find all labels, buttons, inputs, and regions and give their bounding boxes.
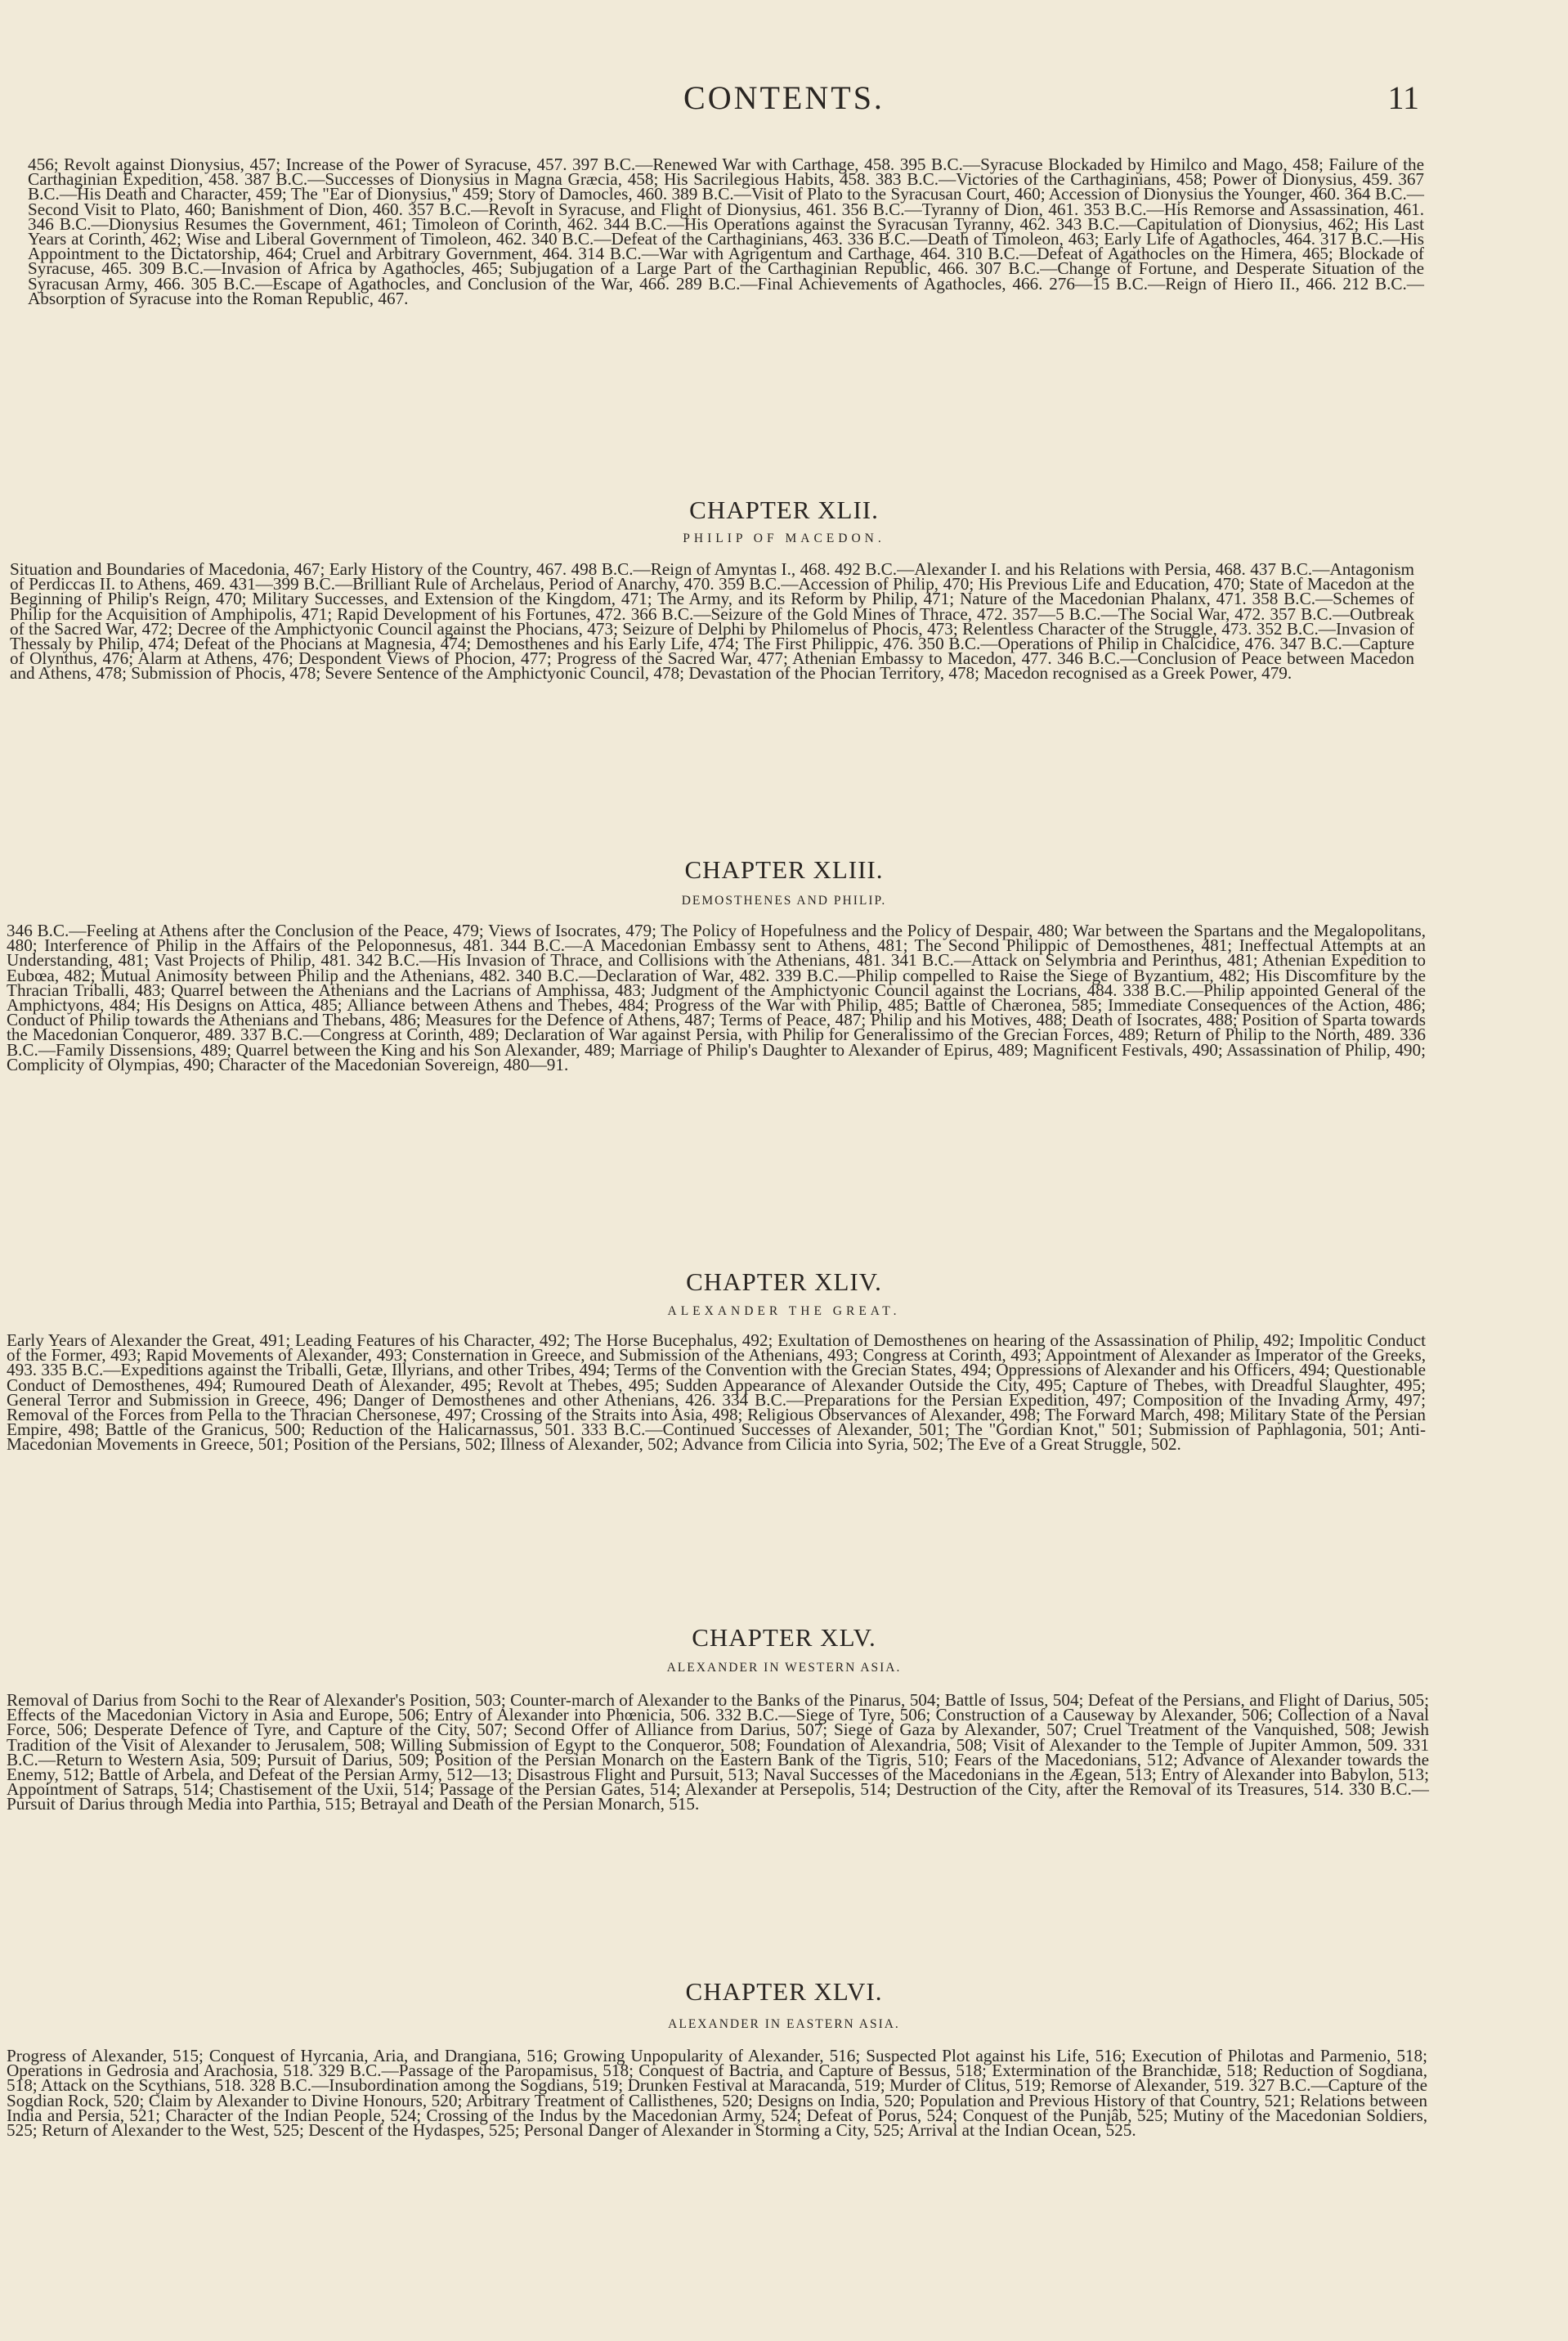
chapter-contents: Situation and Boundaries of Macedonia, 467; Early History of the Country, 467. 498 B.C.—Reign of Amyntas I., 468. 492 B.C.—Alexander I. and his Relations with Persia, 468. 437 B.C.—Antagonism of Perdiccas II. to Athens, 469. 431—399 B.C.—Brilliant Rule of Archelaus, Period of Anarchy, 470. 359 B.C.—Accession of Philip, 470; His Previous Life and Education, 470; State of Macedon at the Beginning of Philip's Reign, 470; Military Successes, and Extension of the Kingdom, 471; The Army, and its Reform by Philip, 471; Nature of the Macedonian Phalanx, 471. 358 B.C.—Schemes of Philip for the Acquisition of Amphipolis, 471; Rapid Development of his Fortunes, 472. 366 B.C.—Seizure of the Gold Mines of Thrace, 472. 357—5 B.C.—The Social War, 472. 357 B.C.—Outbreak of the Sacred War, 472; Decree of the Amphictyonic Council against the Phocians, 473; Seizure of Delphi by Philomelus of Phocis, 473; Relentless Character of the Struggle, 473. 352 B.C.—Invasion of Thessaly by Philip, 474; Defeat of the Phocians at Magnesia, 474; Demosthenes and his Early Life, 474; The First Philippic, 476. 350 B.C.—Operations of Philip in Chalcidice, 476. 347 B.C.—Capture of Olynthus, 476; Alarm at Athens, 476; Despondent Views of Phocion, 477; Progress of the Sacred War, 477; Athenian Embassy to Macedon, 477. 346 B.C.—Conclusion of Peace between Macedon and Athens, 478; Submission of Phocis, 478; Severe Sentence of the Amphictyonic Council, 478; Devastation of the Phocian Territory, 478; Macedon recognised as a Greek Power, 479. [10, 559, 1414, 684]
chapter-contents: 346 B.C.—Feeling at Athens after the Conclusion of the Peace, 479; Views of Isocrates, 479; The Policy of Hopefulness and the Policy of Despair, 480; War between the Spartans and the Megalopolitans, 480; Interference of Philip in the Affairs of the Peloponnesus, 481. 344 B.C.—A Macedonian Embassy sent to Athens, 481; The Second Philippic of Demosthenes, 481; Ineffectual Attempts at an Understanding, 481; Vast Projects of Philip, 481. 342 B.C.—His Invasion of Thrace, and Collisions with the Athenians, 481. 341 B.C.—Attack on Selymbria and Perinthus, 481; Athenian Expedition to Eubœa, 482; Mutual Animosity between Philip and the Athenians, 482. 340 B.C.—Declaration of War, 482. 339 B.C.—Philip compelled to Raise the Siege of Byzantium, 482; His Discomfiture by the Thracian Triballi, 483; Quarrel between the Athenians and the Lacrians of Amphissa, 483; Judgment of the Amphictyonic Council against the Locrians, 484. 338 B.C.—Philip appointed General of the Amphictyons, 484; His Designs on Attica, 485; Alliance between Athens and Thebes, 484; Progress of the War with Philip, 485; Battle of Chæronea, 585; Immediate Consequences of the Action, 486; Conduct of Philip towards the Athenians and Thebans, 486; Measures for the Defence of Athens, 487; Terms of Peace, 487; Philip and his Motives, 488; Death of Isocrates, 488; Position of Sparta towards the Macedonian Conqueror, 489. 337 B.C.—Congress at Corinth, 489; Declaration of War against Persia, with Philip for Generalissimo of the Grecian Forces, 489; Return of Philip to the North, 489. 336 B.C.—Family Dissensions, 489; Quarrel between the King and his Son Alexander, 489; Marriage of Philip's Daughter to Alexander of Epirus, 489; Magnificent Festivals, 490; Assassination of Philip, 490; Complicity of Olympias, 490; Character of the Macedonian Sovereign, 480—91. [7, 921, 1426, 1074]
chapter-subtitle: ALEXANDER IN EASTERN ASIA. [668, 2017, 900, 2031]
chapter-heading: CHAPTER XLVI. [685, 1977, 883, 2006]
running-title: CONTENTS. [683, 79, 885, 116]
running-head [0, 78, 1568, 128]
chapter-heading: CHAPTER XLV. [692, 1623, 876, 1652]
chapter-contents: Removal of Darius from Sochi to the Rear of Alexander's Position, 503; Counter-march of Alexander to the Banks of the Pinarus, 504; Battle of Issus, 504; Defeat of the Persians, and Flight of Darius, 505; Effects of the Macedonian Victory in Asia and Europe, 506; Entry of Alexander into Phœnicia, 506. 332 B.C.—Siege of Tyre, 506; Construction of a Causeway by Alexander, 506; Collection of a Naval Force, 506; Desperate Defence of Tyre, and Capture of the City, 507; Second Offer of Alliance from Darius, 507; Siege of Gaza by Alexander, 507; Cruel Treatment of the Vanquished, 508; Jewish Tradition of the Visit of Alexander to Jerusalem, 508; Willing Submission of Egypt to the Conqueror, 508; Foundation of Alexandria, 508; Visit of Alexander to the Temple of Jupiter Ammon, 509. 331 B.C.—Return to Western Asia, 509; Pursuit of Darius, 509; Position of the Persian Monarch on the Eastern Bank of the Tigris, 510; Fears of the Macedonians, 512; Advance of Alexander towards the Enemy, 512; Battle of Arbela, and Defeat of the Persian Army, 512—13; Disastrous Flight and Pursuit, 513; Naval Successes of the Macedonians in the Ægean, 513; Entry of Alexander into Babylon, 513; Appointment of Satraps, 514; Chastisement of the Uxii, 514; Passage of the Persian Gates, 514; Alexander at Persepolis, 514; Destruction of the City, after the Removal of its Treasures, 514. 330 B.C.—Pursuit of Darius through Media into Parthia, 515; Betrayal and Death of the Persian Monarch, 515. [7, 1690, 1429, 1814]
chapter-contents: Progress of Alexander, 515; Conquest of Hyrcania, Aria, and Drangiana, 516; Growing Unpopularity of Alexander, 516; Suspected Plot against his Life, 516; Execution of Philotas and Parmenio, 518; Operations in Gedrosia and Arachosia, 518. 329 B.C.—Passage of the Paropamisus, 518; Conquest of Bactria, and Capture of Bessus, 518; Extermination of the Branchidæ, 518; Reduction of Sogdiana, 518; Attack on the Scythians, 518. 328 B.C.—Insubordination among the Sogdians, 519; Drunken Festival at Maracanda, 519; Murder of Clitus, 519; Remorse of Alexander, 519. 327 B.C.—Capture of the Sogdian Rock, 520; Claim by Alexander to Divine Honours, 520; Arbitrary Treatment of Callisthenes, 520; Designs on India, 520; Population and Previous History of that Country, 521; Relations between India and Persia, 521; Character of the Indian People, 524; Crossing of the Indus by the Macedonian Army, 524; Defeat of Porus, 524; Conquest of the Punjâb, 525; Mutiny of the Macedonian Soldiers, 525; Return of Alexander to the West, 525; Descent of the Hydaspes, 525; Personal Danger of Alexander in Storming a City, 525; Arrival at the Indian Ocean, 525. [7, 2046, 1427, 2141]
chapter-contents: Early Years of Alexander the Great, 491; Leading Features of his Character, 492; The Horse Bucephalus, 492; Exultation of Demosthenes on hearing of the Assassination of Philip, 492; Impolitic Conduct of the Former, 493; Rapid Movements of Alexander, 493; Consternation in Greece, and Submission of the Athenians, 493; Congress at Corinth, 493; Appointment of Alexander as Imperator of the Greeks, 493. 335 B.C.—Expeditions against the Triballi, Getæ, Illyrians, and other Tribes, 494; Terms of the Convention with the Grecian States, 494; Oppressions of Alexander and his Officers, 494; Questionable Conduct of Demosthenes, 494; Rumoured Death of Alexander, 495; Revolt at Thebes, 495; Sudden Appearance of Alexander Outside the City, 495; Capture of Thebes, with Dreadful Slaughter, 495; General Terror and Submission in Greece, 496; Danger of Demosthenes and other Athenians, 426. 334 B.C.—Preparations for the Persian Expedition, 497; Composition of the Invading Army, 497; Removal of the Forces from Pella to the Thracian Chersonese, 497; Crossing of the Straits into Asia, 498; Religious Observances of Alexander, 498; The Forward March, 498; Military State of the Persian Empire, 498; Battle of the Granicus, 500; Reduction of the Halicarnassus, 501. 333 B.C.—Continued Successes of Alexander, 501; The "Gordian Knot," 501; Submission of Paphlagonia, 501; Anti-Macedonian Movements in Greece, 501; Position of the Persians, 502; Illness of Alexander, 502; Advance from Cilicia into Syria, 502; The Eve of a Great Struggle, 502. [7, 1330, 1426, 1455]
continuation-paragraph: 456; Revolt against Dionysius, 457; Increase of the Power of Syracuse, 457. 397 B.C.—Renewed War with Carthage, 458. 395 B.C.—Syracuse Blockaded by Himilco and Mago, 458; Failure of the Carthaginian Expedition, 458. 387 B.C.—Successes of Dionysius in Magna Græcia, 458; His Sacrilegious Habits, 458. 383 B.C.—Victories of the Carthaginians, 458; Power of Dionysius, 459. 367 B.C.—His Death and Character, 459; The "Ear of Dionysius," 459; Story of Damocles, 460. 389 B.C.—Visit of Plato to the Syracusan Court, 460; Accession of Dionysius the Younger, 460. 364 B.C.—Second Visit to Plato, 460; Banishment of Dion, 460. 357 B.C.—Revolt in Syracuse, and Flight of Dionysius, 461. 356 B.C.—Tyranny of Dion, 461. 353 B.C.—His Remorse and Assassination, 461. 346 B.C.—Dionysius Resumes the Government, 461; Timoleon of Corinth, 462. 344 B.C.—His Operations against the Syracusan Tyranny, 462. 343 B.C.—Capitulation of Dionysius, 462; His Last Years at Corinth, 462; Wise and Liberal Government of Timoleon, 462. 340 B.C.—Defeat of the Carthaginians, 463. 336 B.C.—Death of Timoleon, 463; Early Life of Agathocles, 464. 317 B.C.—His Appointment to the Dictatorship, 464; Cruel and Arbitrary Government, 464. 314 B.C.—War with Agrigentum and Carthage, 464. 310 B.C.—Defeat of Agathocles on the Himera, 465; Blockade of Syracuse, 465. 309 B.C.—Invasion of Africa by Agathocles, 465; Subjugation of a Large Part of the Carthaginian Republic, 466. 307 B.C.—Change of Fortune, and Desperate Situation of the Syracusan Army, 466. 305 B.C.—Escape of Agathocles, and Conclusion of the War, 466. 289 B.C.—Final Achievements of Agathocles, 466. 276—15 B.C.—Reign of Hiero II., 466. 212 B.C.—Absorption of Syracuse into the Roman Republic, 467. [28, 155, 1424, 308]
chapter-subtitle: ALEXANDER THE GREAT. [667, 1304, 901, 1318]
chapter-heading: CHAPTER XLIII. [684, 855, 884, 884]
chapter-subtitle: DEMOSTHENES AND PHILIP. [681, 894, 887, 908]
chapter-heading: CHAPTER XLIV. [686, 1267, 882, 1296]
chapter-subtitle: PHILIP OF MACEDON. [683, 531, 885, 545]
chapter-heading: CHAPTER XLII. [689, 496, 879, 524]
chapter-subtitle: ALEXANDER IN WESTERN ASIA. [666, 1661, 902, 1675]
page-number: 11 [1387, 79, 1419, 116]
